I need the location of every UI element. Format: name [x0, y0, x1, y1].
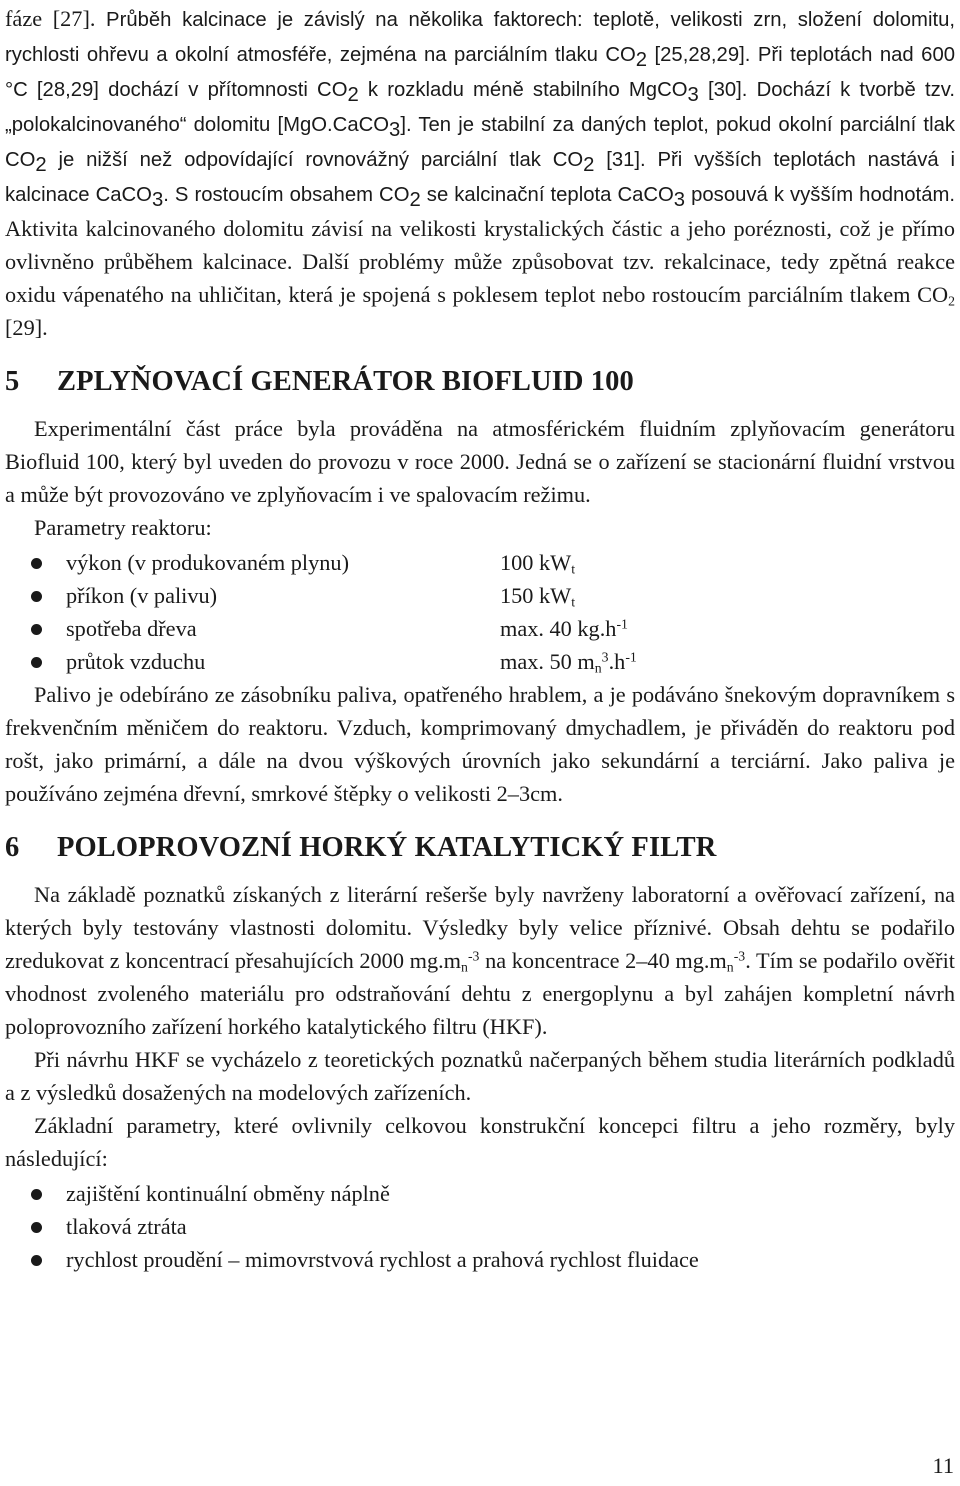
text-span: ]. — [400, 114, 419, 136]
section-heading-5 — [5, 362, 955, 402]
param-label: výkon (v produkovaném plynu) — [66, 550, 350, 575]
bullet-icon — [31, 1222, 42, 1233]
list-item — [5, 1243, 955, 1276]
section-number: 6 — [5, 832, 20, 863]
list-item — [5, 1177, 955, 1210]
list-item — [5, 1210, 955, 1243]
subscript: 2 — [409, 189, 421, 212]
superscript: -3 — [467, 948, 480, 964]
param-value: 100 kW — [500, 550, 572, 575]
text-span: k rozkladu méně stabilního MgCO — [358, 79, 688, 101]
text-span: posouvá k vyšším hodnotám. — [685, 184, 956, 206]
list-item-text: rychlost proudění – mimovrstvová rychlost a prahová rychlost fluidace — [66, 1247, 699, 1272]
text-span: Dochází k tvorbě tzv. „polokalcinovaného“ dolomitu [MgO.CaCO — [5, 79, 956, 136]
paragraph-base-params: Základní parametry, které ovlivnily celkovou konstrukční koncepci filtru a jeho rozměry, byly následující: — [5, 1113, 955, 1171]
bullet-icon — [31, 591, 42, 602]
param-value-tail: .h — [608, 649, 626, 674]
superscript: -1 — [625, 649, 637, 665]
text-span: . — [163, 184, 175, 206]
subscript: 2 — [948, 293, 955, 309]
subscript: 3 — [151, 189, 164, 212]
subscript: n — [461, 959, 468, 975]
subscript: 3 — [389, 119, 401, 142]
text-span: . Tím se podařilo ověřit vhodnost zvoleného materiálu pro odstraňování dehtu z energoplynu a byl zahájen kompletní návrh poloprovozního zařízení horkého katalytického filtru (HKF). — [5, 948, 955, 1039]
list-item-text: tlaková ztráta — [66, 1214, 187, 1239]
section-title: POLOPROVOZNÍ HORKÝ KATALYTICKÝ FILTR — [57, 832, 717, 863]
section-heading-6 — [5, 828, 955, 868]
subscript: 2 — [635, 49, 648, 72]
page-content — [5, 2, 955, 1276]
list-item — [5, 645, 955, 678]
subscript: 3 — [673, 189, 686, 212]
bullet-icon — [31, 1189, 42, 1200]
text-span: [29]. — [5, 315, 48, 340]
text-span: S rostoucím obsahem CO — [174, 184, 410, 206]
subscript: 2 — [35, 154, 47, 177]
subscript: 2 — [583, 154, 595, 177]
subscript: 2 — [347, 84, 359, 107]
subscript: n — [726, 959, 734, 975]
bullet-icon — [31, 558, 42, 569]
list-item — [5, 579, 955, 612]
text-span: fáze [27]. — [5, 6, 107, 31]
subscript: n — [594, 660, 602, 676]
paragraph-fuel-feed: Palivo je odebíráno ze zásobníku paliva, opatřeného hrablem, a je podáváno šnekovým dopravníkem s frekvenčním měničem do reaktoru. Vzduch, komprimovaný dmychadlem, je přiváděn do reaktoru pod rošt, jako primární, a dále na dvou výškových úrovních jako sekundární a terciární. Jako paliva je používáno zejména dřevní, smrkové štěpky o velikosti 2–3cm. — [5, 682, 955, 806]
paragraph-calcination — [5, 2, 955, 344]
param-label: příkon (v palivu) — [66, 583, 218, 608]
param-value: max. 40 kg.h — [500, 616, 617, 641]
list-item-text: zajištění kontinuální obměny náplně — [66, 1181, 390, 1206]
paragraph-filter-results — [5, 878, 955, 1043]
param-label: spotřeba dřeva — [66, 616, 197, 641]
bullet-icon — [31, 657, 42, 668]
text-span: Při teplotách nad 600 °C [28,29] dochází v přítomnosti CO — [5, 44, 955, 101]
text-span: je nižší než odpovídající rovnovážný parciální tlak CO — [46, 149, 584, 171]
text-span: se kalcinační teplota CaCO — [420, 184, 674, 206]
text-span: Na základě poznatků získaných z literární rešerše byly navrženy laboratorní a ověřovací zařízení, na kterých byly testovány vlastnosti dolomitu. Výsledky byly velice příznivé. Obsah dehtu se podařilo zredukovat z koncentrací přesahujících 2000 mg.m — [5, 882, 955, 973]
text-span: Ten je stabilní za daných teplot, pokud okolní parciální tlak CO — [5, 114, 955, 171]
bullet-icon — [31, 624, 42, 635]
section-title: ZPLYŇOVACÍ GENERÁTOR BIOFLUID 100 — [57, 366, 634, 397]
subscript: t — [571, 561, 576, 577]
subscript: 3 — [687, 84, 699, 107]
bullet-icon — [31, 1255, 42, 1266]
text-span: Průběh kalcinace je závislý na několika faktorech: teplotě, velikosti zrn, složení dolomitu, rychlosti ohřevu a okolní atmosféře, zejména na parciálním tlaku CO — [5, 9, 956, 66]
reactor-params-list — [5, 546, 955, 678]
text-span: [31]. Při vyšších teplotách nastává i kalcinace CaCO — [5, 149, 956, 206]
text-span: na koncentrace 2–40 mg.m — [479, 948, 727, 973]
paragraph-biofluid-intro: Experimentální část práce byla prováděna na atmosférickém fluidním zplyňovacím generátoru Biofluid 100, který byl uveden do provozu v roce 2000. Jedná se o zařízení se stacionární fluidní vrstvou a může být provozováno ve zplyňovacím i ve spalovacím režimu. — [5, 416, 955, 507]
superscript: -1 — [616, 616, 628, 632]
param-value: max. 50 m — [500, 649, 595, 674]
param-label: průtok vzduchu — [66, 649, 206, 674]
design-params-list — [5, 1177, 955, 1276]
text-span: [25,28,29]. — [647, 44, 758, 66]
section-number: 5 — [5, 366, 20, 397]
page-number: 11 — [932, 1453, 954, 1478]
params-title: Parametry reaktoru: — [34, 515, 212, 540]
superscript: 3 — [601, 649, 609, 665]
superscript: -3 — [733, 948, 746, 964]
list-item — [5, 546, 955, 579]
list-item — [5, 612, 955, 645]
text-span: Aktivita kalcinovaného dolomitu závisí na velikosti krystalických částic a jeho poréznosti, což je přímo ovlivněno průběhem kalcinace. Další problémy může způsobovat tzv. rekalcinace, tedy zpětná reakce oxidu vápenatého na uhličitan, která je spojená s poklesem teplot nebo rostoucím parciálním tlakem CO — [5, 216, 955, 307]
text-span: [30]. — [698, 79, 757, 101]
paragraph-hkf-design: Při návrhu HKF se vycházelo z teoretických poznatků načerpaných během studia literárních podkladů a z výsledků dosažených na modelových zařízeních. — [5, 1047, 955, 1105]
param-value: 150 kW — [500, 583, 572, 608]
subscript: t — [571, 594, 576, 610]
